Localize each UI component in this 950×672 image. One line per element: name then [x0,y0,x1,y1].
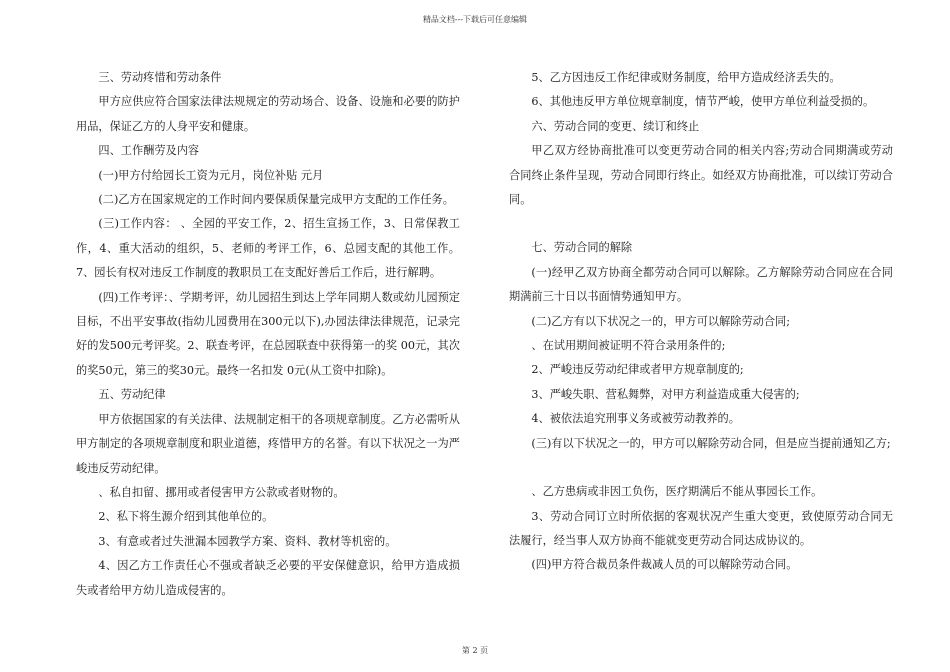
list-item-discipline-5: 5、乙方因违反工作纪律或财务制度，给甲方造成经济丢失的。 [531,71,841,84]
paragraph-salary: (一)甲方付给园长工资为元月，岗位补贴 元月 [98,168,324,182]
section-heading-compensation: 四、工作酬劳及内容 [98,144,200,158]
paragraph-layoff-termination: (四)甲方符合裁员条件裁减人员的可以解除劳动合同。 [531,558,798,572]
list-item-termination-4: 4、被依法追究刑事义务或被劳动教养的。 [531,412,740,426]
paragraph-notice-termination: (三)有以下状况之一的，甲方可以解除劳动合同，但是应当提前通知乙方; [531,436,891,450]
right-column [509,66,893,578]
list-item-discipline-2: 2、私下将生源介绍到其他单位的。 [98,510,274,524]
list-item-discipline-4: 4、因乙方工作责任心不强或者缺乏必要的平安保健意识，给甲方造成损失或者给甲方幼儿造成侵害的。 [76,559,460,597]
list-item-notice-3: 3、劳动合同订立时所依据的客观状况产生重大变更，致使原劳动合同无法履行，经当事人双方协商不能就变更劳动合同达成协议的。 [509,509,893,547]
list-item-termination-2: 2、严峻违反劳动纪律或者甲方规章制度的; [531,363,744,377]
paragraph-mutual-termination: (一)经甲乙双方协商全都劳动合同可以解除。乙方解除劳动合同应在合同期满前三十日以书面情势通知甲方。 [509,265,893,304]
section-heading-contract-change: 六、劳动合同的变更、续订和终止 [531,119,700,133]
paragraph-discipline-rules: 甲方依据国家的有关法律、法规制定相干的各项规章制度。乙方必需听从甲方制定的各项规章制度和职业道德，疼惜甲方的名誉。有以下状况之一为严峻违反劳动纪律。 [76,412,460,475]
paragraph-work-content: (三)工作内容： 、全园的平安工作，2、招生宣扬工作，3、日常保教工作，4、重大活动的组织，5、老师的考评工作，6、总园支配的其他工作。7、园长有权对违反工作制度的教职员工在支配好善后工作后，进行解聘。 [76,217,460,280]
list-item-notice-1: 、乙方患病或非因工负伤，医疗期满后不能从事园长工作。 [531,485,823,499]
section-heading-contract-termination: 七、劳动合同的解除 [531,241,633,255]
paragraph-contract-change: 甲乙双方经协商批准可以变更劳动合同的相关内容;劳动合同期满或劳动合同终止条件呈现，劳动合同即行终止。如经双方协商批准，可以续订劳动合同。 [509,144,893,207]
blank-line [509,456,893,480]
blank-line [509,212,893,236]
paragraph-labor-conditions: 甲方应供应符合国家法律法规规定的劳动场合、设备、设施和必要的防护用品，保证乙方的人身平安和健康。 [76,95,460,133]
list-item-discipline-1: 、私自扣留、挪用或者侵害甲方公款或者财物的。 [98,485,345,499]
list-item-termination-3: 3、严峻失职、营私舞弊，对甲方利益造成重大侵害的; [531,387,800,401]
paragraph-employer-termination: (二)乙方有以下状况之一的，甲方可以解除劳动合同; [531,314,791,328]
left-column [76,66,460,603]
page-header: 精品文档---下载后可任意编辑 [422,15,528,24]
list-item-discipline-3: 3、有意或者过失泄漏本园教学方案、资料、教材等机密的。 [98,534,397,548]
paragraph-work-tasks: (二)乙方在国家规定的工作时间内要保质保量完成甲方支配的工作任务。 [98,193,454,207]
section-heading-labor-protection: 三、劳动疼惜和劳动条件 [98,71,222,84]
list-item-termination-1: 、在试用期间被证明不符合录用条件的; [531,339,726,353]
list-item-discipline-6: 6、其他违反甲方单位规章制度，情节严峻，使甲方单位利益受损的。 [531,95,875,109]
paragraph-work-evaluation: (四)工作考评：、学期考评，幼儿园招生到达上学年同期人数或幼儿园预定目标，不出平安事故(指幼儿园费用在300元以下),办园法律法律规范，记录完好的发500元考评奖。2、联查考评，在总园联查中获得第一的奖 00元，其次的奖50元，第三的奖30元。最终一名扣发 0元(从工资中扣除)。 [76,290,460,377]
section-heading-labor-discipline: 五、劳动纪律 [98,388,166,402]
page-number: 第 2 页 [461,646,489,655]
